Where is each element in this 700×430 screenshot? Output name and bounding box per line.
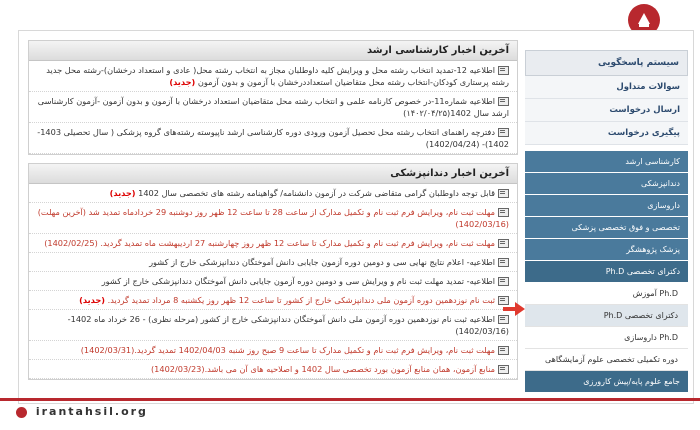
document-icon — [498, 277, 509, 286]
news-item[interactable]: قابل توجه داوطلبان گرامی متقاضی شرکت در آزمون دانشنامه/ گواهینامه رشته های تخصصی سال 1402 (جدید) — [29, 184, 517, 203]
news-panel-ms — [28, 40, 518, 155]
news-item[interactable]: منابع آزمون، همان منابع آزمون بورد تخصصی سال 1402 و اصلاحیه های آن می باشد.(1402/03/23) — [29, 360, 517, 379]
document-icon — [498, 365, 509, 374]
document-icon — [498, 66, 509, 75]
new-badge: (جدید) — [109, 188, 136, 198]
document-icon — [498, 346, 509, 355]
submenu-item-phd-education[interactable]: Ph.D آموزش — [525, 283, 688, 305]
menu-item-researcher[interactable]: پزشک پژوهشگر — [525, 239, 688, 261]
menu-item-pharmacy[interactable]: داروسازی — [525, 195, 688, 217]
panel-title-dent: آخرین اخبار دندانپزشکی — [29, 164, 517, 184]
sidebar-link-faq[interactable]: سوالات متداول — [525, 76, 688, 99]
news-item[interactable]: مهلت ثبت نام، ویرایش فرم ثبت نام و تکمیل مدارک از ساعت 28 تا ساعت 12 ظهر روز دوشنبه 29 خردادماه تمدید شد (آخرین مهلت)(1402/03/16) — [29, 203, 517, 234]
menu-item-basic-sciences[interactable]: جامع علوم پایه/پیش کارورزی — [525, 371, 688, 393]
news-item[interactable]: اطلاعیه- اعلام نتایج نهایی سی و دومین دوره آزمون جایابی دانش آموختگان دندانپزشکی خارج از کشور — [29, 253, 517, 272]
panel-title-ms: آخرین اخبار کارشناسی ارشد — [29, 41, 517, 61]
news-item[interactable]: دفترچه راهنمای انتخاب رشته محل تحصیل آزمون ورودی دوره کارشناسی ارشد ناپیوسته رشته‌های گروه پزشکی ( سال تحصیلی 1403-1402)- (1402/04/24) — [29, 123, 517, 154]
news-panel-dent — [28, 163, 518, 380]
news-item[interactable]: اطلاعیه 12-تمدید انتخاب رشته محل و ویرایش کلیه داوطلبان مجاز به انتخاب رشته محل( عادی و استعداد درخشان)-رشته محل جدید رشته پرستاری کودکان-انتخاب رشته محل متقاضیان استعداددرخشان با آزمون و بدون آزمون (جدید) — [29, 61, 517, 92]
news-item[interactable]: اطلاعیه ثبت نام نوزدهمین دوره آزمون ملی دانش آموختگان دندانپزشکی خارج از کشور (مرحله نظری) - 26 خرداد ماه 1402- (1402/03/16) — [29, 310, 517, 341]
sidebar-link-track-request[interactable]: پیگیری درخواست — [525, 122, 688, 145]
menu-item-specialty[interactable]: تخصصی و فوق تخصصی پزشکی — [525, 217, 688, 239]
submenu-item-phd-pharmacy[interactable]: Ph.D داروسازی — [525, 327, 688, 349]
menu-item-phd[interactable]: دکترای تخصصی Ph.D — [525, 261, 688, 283]
document-icon — [498, 97, 509, 106]
document-icon — [498, 189, 509, 198]
news-item[interactable]: مهلت ثبت نام، ویرایش فرم ثبت نام و تکمیل مدارک تا ساعت 9 صبح روز شنبه 1402/04/03 تمدید گردید.(1402/03/31) — [29, 341, 517, 360]
document-icon — [498, 239, 509, 248]
news-item[interactable]: اطلاعیه- تمدید مهلت ثبت نام و ویرایش سی و دومین دوره آزمون جایابی دانش آموختگان دندانپزشکی خارج از کشور — [29, 272, 517, 291]
menu-item-dentistry[interactable]: دندانپزشکی — [525, 173, 688, 195]
globe-icon — [16, 407, 27, 418]
pointer-arrow-icon — [503, 301, 525, 320]
new-badge: (جدید) — [79, 295, 106, 305]
document-icon — [498, 258, 509, 267]
footer-url[interactable]: irantahsil.org — [16, 405, 148, 418]
footer-bar — [0, 398, 700, 401]
document-icon — [498, 208, 509, 217]
sidebar-header: سیستم پاسخگویی — [525, 50, 688, 76]
sidebar-link-send-request[interactable]: ارسال درخواست — [525, 99, 688, 122]
news-item[interactable]: مهلت ثبت نام، ویرایش فرم ثبت نام و تکمیل مدارک تا ساعت 12 ظهر روز چهارشنبه 27 اردیبهشت ماه تمدید گردید. (1402/02/25) — [29, 234, 517, 253]
main-content — [28, 40, 518, 388]
menu-item-ms[interactable]: کارشناسی ارشد — [525, 151, 688, 173]
news-item-highlighted[interactable]: ثبت نام نوزدهمین دوره آزمون ملی دندانپزشکی خارج از کشور تا ساعت 12 ظهر روز یکشنبه 8 مرداد تمدید گردید. (جدید) — [29, 291, 517, 310]
submenu-item-phd-specialty[interactable]: دکترای تخصصی Ph.D — [525, 305, 688, 327]
sidebar — [525, 50, 688, 400]
new-badge: (جدید) — [169, 77, 196, 87]
document-icon — [498, 128, 509, 137]
submenu-item-lab-sciences[interactable]: دوره تکمیلی تخصصی علوم آزمایشگاهی — [525, 349, 688, 371]
news-item[interactable]: اطلاعیه شماره11-در خصوص کارنامه علمی و انتخاب رشته محل متقاضیان استعداد درخشان با آزمون و بدون آزمون -آزمون کارشناسی ارشد سال 1402(۱۴۰۲/۰۴/۲۵) — [29, 92, 517, 123]
